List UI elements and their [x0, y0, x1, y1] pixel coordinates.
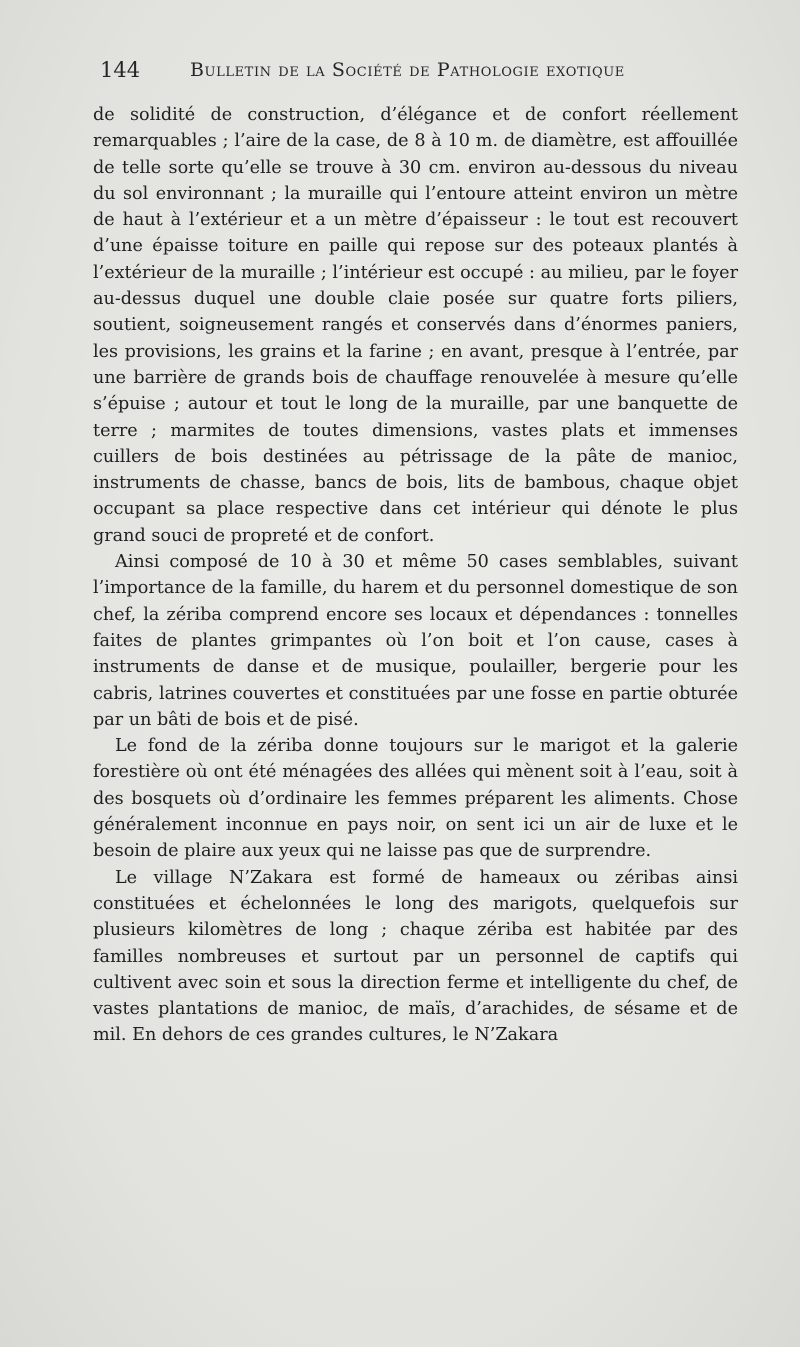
running-title: Bulletin de la Société de Pathologie exotique — [190, 59, 625, 81]
paragraph-2: Ainsi composé de 10 à 30 et même 50 cases semblables, suivant l’importance de la famille, du harem et du personnel domestique de son chef, la zériba comprend encore ses locaux et dépendances : tonnelles faites de plantes grimpantes où l’on boit et l’on cause, cases à instruments de danse et de musique, poulailler, bergerie pour les cabris, latrines couvertes et constituées par une fosse en partie obturée par un bâti de bois et de pisé. — [93, 552, 738, 730]
paragraph-1: de solidité de construction, d’élégance et de confort réellement remarquables ; l’aire de la case, de 8 à 10 m. de diamètre, est affouillée de telle sorte qu’elle se trouve à 30 cm. environ au-dessous du niveau du sol environnant ; la muraille qui l’entoure atteint environ un mètre de haut à l’extérieur et a un mètre d’épaisseur : le tout est recouvert d’une épaisse toiture en paille qui repose sur des poteaux plantés à l’extérieur de la muraille ; l’intérieur est occupé : au milieu, par le foyer au-dessus duquel une double claie posée sur quatre forts piliers, soutient, soigneusement rangés et conservés dans d’énormes paniers, les provisions, les grains et la farine ; en avant, presque à l’entrée, par une barrière de grands bois de chauffage renouvelée à mesure qu’elle s’épuise ; autour et tout le long de la muraille, par une banquette de terre ; marmites de toutes dimensions, vastes plats et immenses cuillers de bois destinées au pétrissage de la pâte de manioc, instruments de chasse, bancs de bois, lits de bambous, chaque objet occupant sa place respective dans cet intérieur qui dénote le plus grand souci de propreté et de confort. — [93, 105, 738, 546]
page-header — [100, 58, 740, 88]
page-number: 144 — [100, 58, 141, 82]
body-text — [93, 102, 738, 1049]
paragraph-3: Le fond de la zériba donne toujours sur le marigot et la galerie forestière où ont été ménagées des allées qui mènent soit à l’eau, soit à des bosquets où d’ordinaire les femmes préparent les aliments. Chose généralement inconnue en pays noir, on sent ici un air de luxe et le besoin de plaire aux yeux qui ne laisse pas que de surprendre. — [93, 736, 738, 862]
paragraph-4: Le village N’Zakara est formé de hameaux ou zéribas ainsi constituées et échelonnées le long des marigots, quelquefois sur plusieurs kilomètres de long ; chaque zériba est habitée par des familles nombreuses et surtout par un personnel de captifs qui cultivent avec soin et sous la direction ferme et intelligente du chef, de vastes plantations de manioc, de maïs, d’arachides, de sésame et de mil. En dehors de ces grandes cultures, le N’Zakara — [93, 867, 738, 1046]
